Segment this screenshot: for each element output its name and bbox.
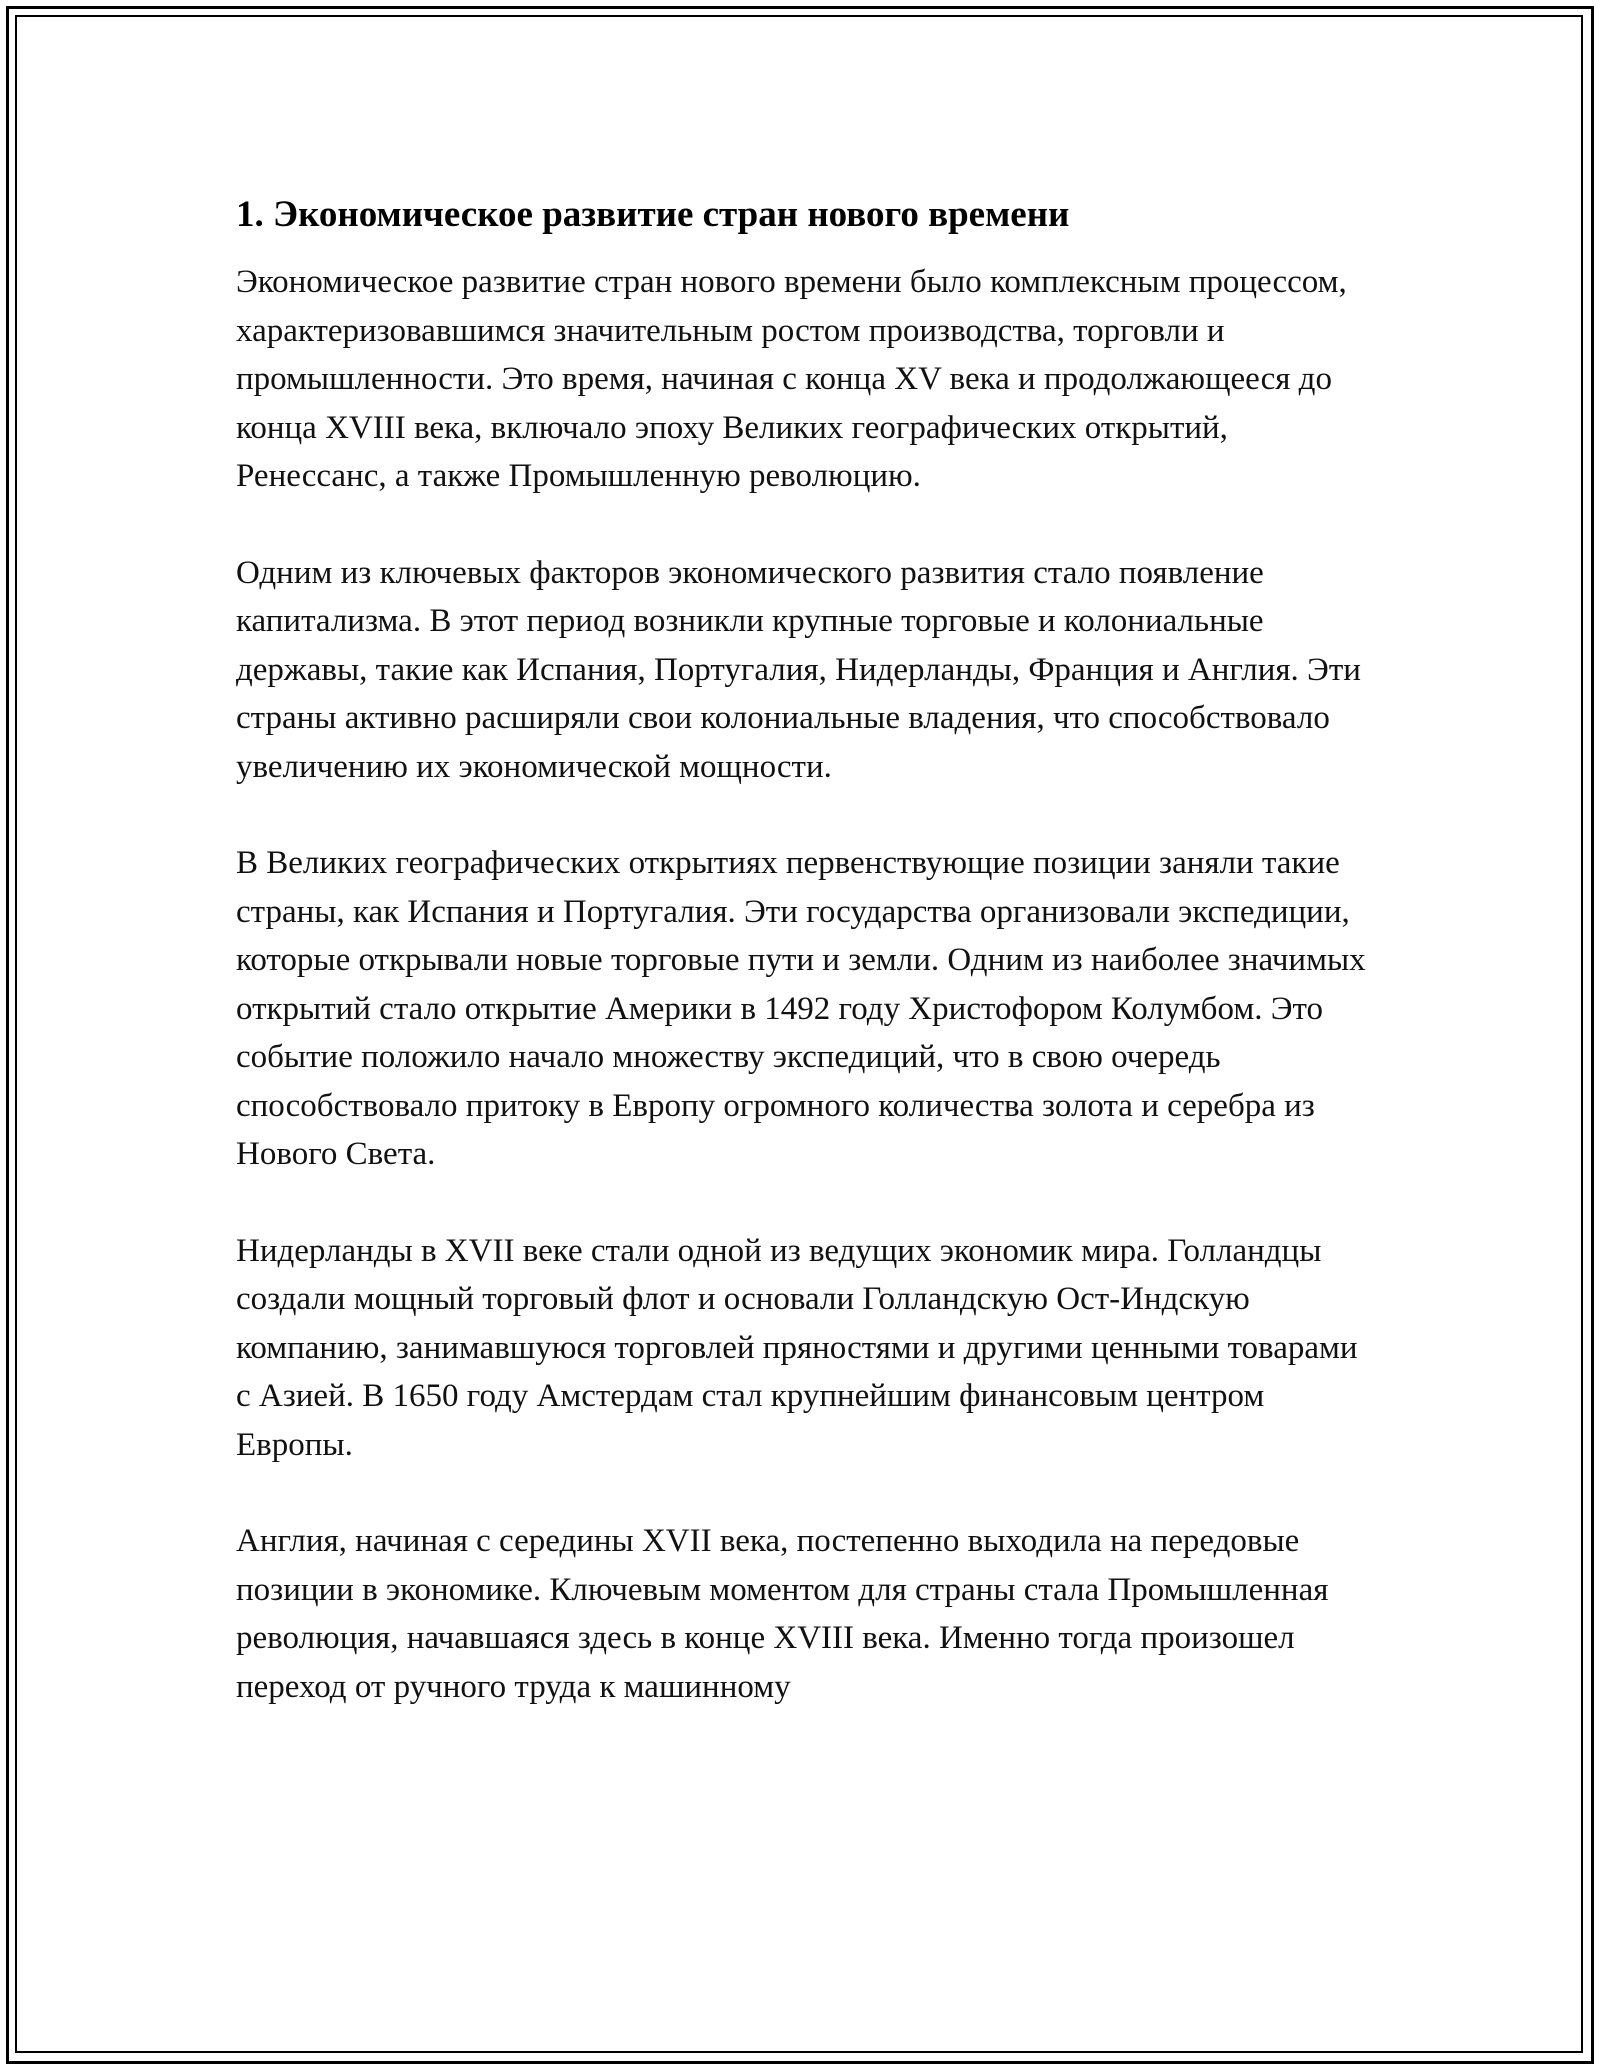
paragraph: Экономическое развитие стран нового времени было комплексным процессом, характеризовавшимся значительным ростом производства, торговли и промышленности. Это время, начиная с конца XV века и продолжающееся до конца XVIII века, включало эпоху Великих географических открытий, Ренессанс, а также Промышленную революцию. (236, 264, 1347, 494)
document-body (236, 190, 1366, 1759)
paragraph: В Великих географических открытиях первенствующие позиции заняли такие страны, как Испания и Португалия. Эти государства организовали экспедиции, которые открывали новые торговые пути и земли. Одним из наиболее значимых открытий стало открытие Америки в 1492 году Христофором Колумбом. Это событие положило начало множеству экспедиций, что в свою очередь способствовало притоку в Европу огромного количества золота и серебра из Нового Света. (236, 845, 1366, 1172)
paragraph: Одним из ключевых факторов экономического развития стало появление капитализма. В этот период возникли крупные торговые и колониальные державы, такие как Испания, Португалия, Нидерланды, Франция и Англия. Эти страны активно расширяли свои колониальные владения, что способствовало увеличению их экономической мощности. (236, 554, 1361, 785)
paragraph: Англия, начиная с середины XVII века, постепенно выходила на передовые позиции в экономике. Ключевым моментом для страны стала Промышленная революция, начавшаяся здесь в конце XVIII века. Именно тогда произошел переход от ручного труда к машинному (236, 1523, 1329, 1705)
paragraph: Нидерланды в XVII веке стали одной из ведущих экономик мира. Голландцы создали мощный торговый флот и основали Голландскую Ост-Индскую компанию, занимавшуюся торговлей пряностями и другими ценными товарами с Азией. В 1650 году Амстердам стал крупнейшим финансовым центром Европы. (236, 1232, 1358, 1463)
document-title: 1. Экономическое развитие стран нового времени (236, 194, 1070, 235)
